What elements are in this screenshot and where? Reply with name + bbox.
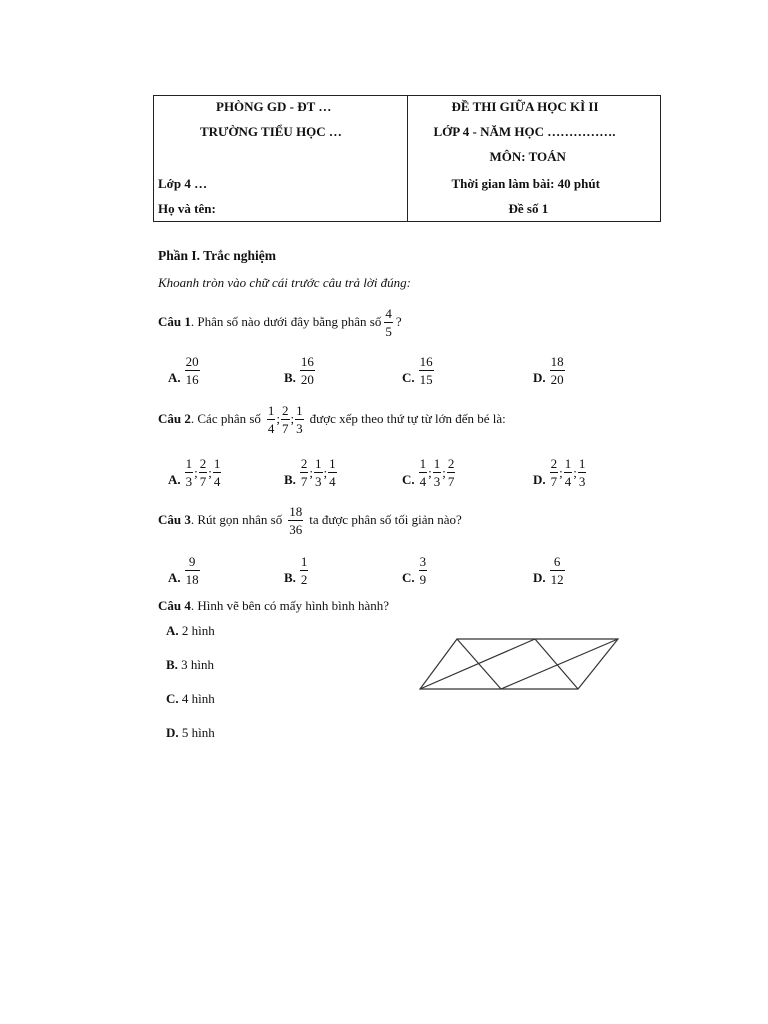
q2-d-frac-1-den: 7 bbox=[550, 474, 558, 489]
q2-b-frac-1 bbox=[300, 457, 309, 488]
q4-answer-c[interactable] bbox=[166, 691, 215, 707]
q4-answer-d[interactable] bbox=[166, 725, 215, 741]
parallelogram-figure bbox=[415, 635, 625, 695]
q3-option-b[interactable] bbox=[284, 548, 308, 586]
exam-number: Đề số 1 bbox=[508, 201, 549, 216]
q1-b-num: 16 bbox=[300, 354, 314, 369]
q2-text-after: được xếp theo thứ tự từ lớn đến bé là: bbox=[309, 411, 506, 426]
q3-d-den: 12 bbox=[550, 572, 564, 587]
q2-option-d-fractions: $\frac{2}{7}$ ; $\frac{1}{4}$ ; $\frac{1}{3}$ bbox=[550, 456, 586, 489]
q2-d-frac-3-num: 1 bbox=[578, 456, 586, 471]
q3-option-b-fraction bbox=[300, 555, 309, 586]
grade-year: LỚP 4 - NĂM HỌC ……………. bbox=[433, 124, 616, 139]
q1-frac-num: 4 bbox=[385, 305, 392, 321]
q3-option-c-fraction bbox=[419, 555, 428, 586]
q1-a-den: 16 bbox=[185, 372, 199, 387]
q1-option-a-letter: A. bbox=[168, 370, 181, 385]
q2-c-frac-3 bbox=[447, 457, 456, 488]
q2-b-frac-3-den: 4 bbox=[329, 474, 336, 489]
q3-option-c[interactable] bbox=[402, 548, 427, 586]
q1-b-den: 20 bbox=[300, 372, 314, 387]
q4-answer-b[interactable] bbox=[166, 657, 214, 673]
q4-label: Câu 4 bbox=[158, 598, 191, 613]
q1-d-den: 20 bbox=[550, 372, 564, 387]
q2-b-frac-2-num: 1 bbox=[315, 456, 322, 471]
q2-d-frac-3 bbox=[578, 457, 587, 488]
q1-option-d-fraction bbox=[550, 355, 565, 386]
q3-c-den: 9 bbox=[419, 572, 427, 587]
q1-option-b[interactable] bbox=[284, 350, 315, 386]
q1-option-a[interactable] bbox=[168, 350, 200, 386]
q1-option-d[interactable] bbox=[533, 350, 565, 386]
q2-c-frac-2-num: 1 bbox=[433, 456, 441, 471]
q3-text-after: ta được phân số tối giản nào? bbox=[309, 512, 462, 527]
part1-title: Phần I. Trắc nghiệm bbox=[158, 248, 277, 263]
q3-option-a-letter: A. bbox=[168, 570, 181, 585]
q4-text: . Hình vẽ bên có mấy hình bình hành? bbox=[190, 598, 390, 613]
q2-a-frac-3-den: 4 bbox=[213, 474, 221, 489]
time-limit: Thời gian làm bài: 40 phút bbox=[451, 176, 600, 191]
q2-a-frac-2-num: 2 bbox=[199, 456, 207, 471]
q1-option-c[interactable] bbox=[402, 350, 434, 386]
q2-c-frac-1 bbox=[419, 457, 428, 488]
q2-a-frac-3 bbox=[213, 457, 222, 488]
q1-end: ? bbox=[395, 314, 402, 329]
q2-c-frac-3-num: 2 bbox=[447, 456, 455, 471]
q1-label: Câu 1 bbox=[158, 314, 191, 329]
q1-c-den: 15 bbox=[419, 372, 433, 387]
q2-c-frac-2-den: 3 bbox=[433, 474, 441, 489]
q4-answer-d-letter: D. bbox=[166, 725, 179, 740]
header-right-cell bbox=[407, 96, 661, 222]
q2-d-frac-1 bbox=[550, 457, 559, 488]
q2-b-frac-1-den: 7 bbox=[300, 474, 308, 489]
q3-label: Câu 3 bbox=[158, 512, 191, 527]
header-left-cell bbox=[154, 96, 408, 222]
q2-frac-3-num: 1 bbox=[296, 402, 303, 418]
q2-frac-1 bbox=[267, 404, 276, 435]
q4-answer-a-text: 2 hình bbox=[178, 623, 215, 638]
q2-d-frac-3-den: 3 bbox=[578, 474, 586, 489]
q4-answer-a[interactable] bbox=[166, 623, 215, 639]
q1-frac-den: 5 bbox=[385, 323, 392, 339]
q2-option-b-letter: B. bbox=[284, 472, 296, 487]
q1-fraction bbox=[384, 307, 393, 338]
subject: MÔN: TOÁN bbox=[489, 149, 566, 164]
q2-option-c-letter: C. bbox=[402, 472, 415, 487]
q1-option-b-fraction bbox=[300, 355, 315, 386]
q2-d-frac-2-num: 1 bbox=[564, 456, 572, 471]
q2-a-frac-1 bbox=[185, 457, 194, 488]
q2-b-frac-3-num: 1 bbox=[329, 456, 336, 471]
q2-d-frac-2-den: 4 bbox=[564, 474, 572, 489]
q2-c-frac-3-den: 7 bbox=[447, 474, 455, 489]
dept-name: PHÒNG GD - ĐT … bbox=[216, 99, 332, 114]
student-name-label: Họ và tên: bbox=[158, 201, 216, 216]
q3-b-num: 1 bbox=[300, 554, 308, 569]
class-label: Lớp 4 … bbox=[158, 176, 208, 191]
q2-a-frac-2 bbox=[199, 457, 208, 488]
q2-frac-1-num: 1 bbox=[267, 402, 275, 418]
q4-answer-c-text: 4 hình bbox=[178, 691, 215, 706]
q2-b-frac-3 bbox=[328, 457, 337, 488]
q2-option-a[interactable] bbox=[168, 450, 221, 488]
q2-fraction-list: $\frac{1}{4}$ ; $\frac{2}{7}$ ; $\frac{1}{3}$ bbox=[267, 402, 303, 436]
question-1 bbox=[158, 300, 402, 344]
q3-option-a[interactable] bbox=[168, 548, 200, 586]
exam-header-table bbox=[153, 95, 661, 222]
q2-option-c-fractions: $\frac{1}{4}$ ; $\frac{1}{3}$ ; $\frac{2}{7}$ bbox=[419, 456, 455, 489]
q3-option-b-letter: B. bbox=[284, 570, 296, 585]
school-name: TRƯỜNG TIỂU HỌC … bbox=[200, 124, 342, 139]
q2-frac-2-den: 7 bbox=[282, 420, 289, 436]
q4-answer-d-text: 5 hình bbox=[178, 725, 215, 740]
q3-a-den: 18 bbox=[185, 572, 199, 587]
q1-option-b-letter: B. bbox=[284, 370, 296, 385]
q1-c-num: 16 bbox=[419, 354, 433, 369]
q4-answer-b-letter: B. bbox=[166, 657, 178, 672]
q3-option-a-fraction bbox=[185, 555, 200, 586]
q4-answer-a-letter: A. bbox=[166, 623, 179, 638]
q2-frac-3-den: 3 bbox=[296, 420, 303, 436]
question-3 bbox=[158, 498, 462, 542]
q3-option-c-letter: C. bbox=[402, 570, 415, 585]
q2-a-frac-1-den: 3 bbox=[185, 474, 193, 489]
q2-frac-2-num: 2 bbox=[282, 402, 289, 418]
q2-a-frac-2-den: 7 bbox=[199, 474, 207, 489]
q2-text-before: . Các phân số bbox=[190, 411, 261, 426]
q2-c-frac-1-num: 1 bbox=[419, 456, 427, 471]
q3-frac-den: 36 bbox=[289, 521, 303, 537]
q2-option-b-fractions: $\frac{2}{7}$ ; $\frac{1}{3}$ ; $\frac{1}{4}$ bbox=[300, 456, 336, 489]
q2-frac-2 bbox=[281, 404, 290, 435]
q1-a-num: 20 bbox=[185, 354, 199, 369]
q1-d-num: 18 bbox=[550, 354, 564, 369]
q2-d-frac-1-num: 2 bbox=[550, 456, 558, 471]
q2-c-frac-2 bbox=[433, 457, 442, 488]
q2-option-a-letter: A. bbox=[168, 472, 181, 487]
q1-option-a-fraction bbox=[185, 355, 200, 386]
q2-b-frac-2 bbox=[314, 457, 323, 488]
q3-text-before: . Rút gọn nhân số bbox=[190, 512, 283, 527]
q2-frac-1-den: 4 bbox=[267, 420, 275, 436]
q2-option-d-letter: D. bbox=[533, 472, 546, 487]
question-4 bbox=[158, 598, 389, 614]
q2-b-frac-2-den: 3 bbox=[315, 474, 322, 489]
q1-option-c-fraction bbox=[419, 355, 434, 386]
q2-option-d[interactable] bbox=[533, 450, 586, 488]
q2-option-c[interactable] bbox=[402, 450, 455, 488]
q3-frac-num: 18 bbox=[289, 503, 303, 519]
diagonal-line-2 bbox=[535, 639, 578, 689]
q3-c-num: 3 bbox=[419, 554, 427, 569]
q2-a-frac-3-num: 1 bbox=[213, 456, 221, 471]
q3-a-num: 9 bbox=[185, 555, 200, 571]
q2-label: Câu 2 bbox=[158, 411, 191, 426]
q1-text: . Phân số nào dưới đây bằng phân số bbox=[190, 314, 382, 329]
question-2 bbox=[158, 400, 506, 438]
q2-a-frac-1-num: 1 bbox=[185, 456, 193, 471]
q2-option-a-fractions: $\frac{1}{3}$ ; $\frac{2}{7}$ ; $\frac{1}{4}$ bbox=[185, 456, 221, 489]
q3-d-num: 6 bbox=[550, 555, 565, 571]
q1-option-c-letter: C. bbox=[402, 370, 415, 385]
q3-option-d-letter: D. bbox=[533, 570, 546, 585]
q4-answer-c-letter: C. bbox=[166, 691, 179, 706]
exam-title: ĐỀ THI GIỮA HỌC KÌ II bbox=[451, 99, 599, 114]
q2-b-frac-1-num: 2 bbox=[300, 456, 308, 471]
q1-option-d-letter: D. bbox=[533, 370, 546, 385]
q3-b-den: 2 bbox=[300, 572, 308, 587]
q3-fraction bbox=[288, 505, 303, 536]
q2-frac-3 bbox=[295, 404, 304, 435]
q2-option-b[interactable] bbox=[284, 450, 337, 488]
q4-answer-b-text: 3 hình bbox=[177, 657, 215, 672]
q2-c-frac-1-den: 4 bbox=[419, 474, 427, 489]
part1-instruction: Khoanh tròn vào chữ cái trước câu trả lời đúng: bbox=[158, 275, 412, 290]
q3-option-d-fraction bbox=[550, 555, 565, 586]
q2-d-frac-2 bbox=[564, 457, 573, 488]
q3-option-d[interactable] bbox=[533, 548, 565, 586]
